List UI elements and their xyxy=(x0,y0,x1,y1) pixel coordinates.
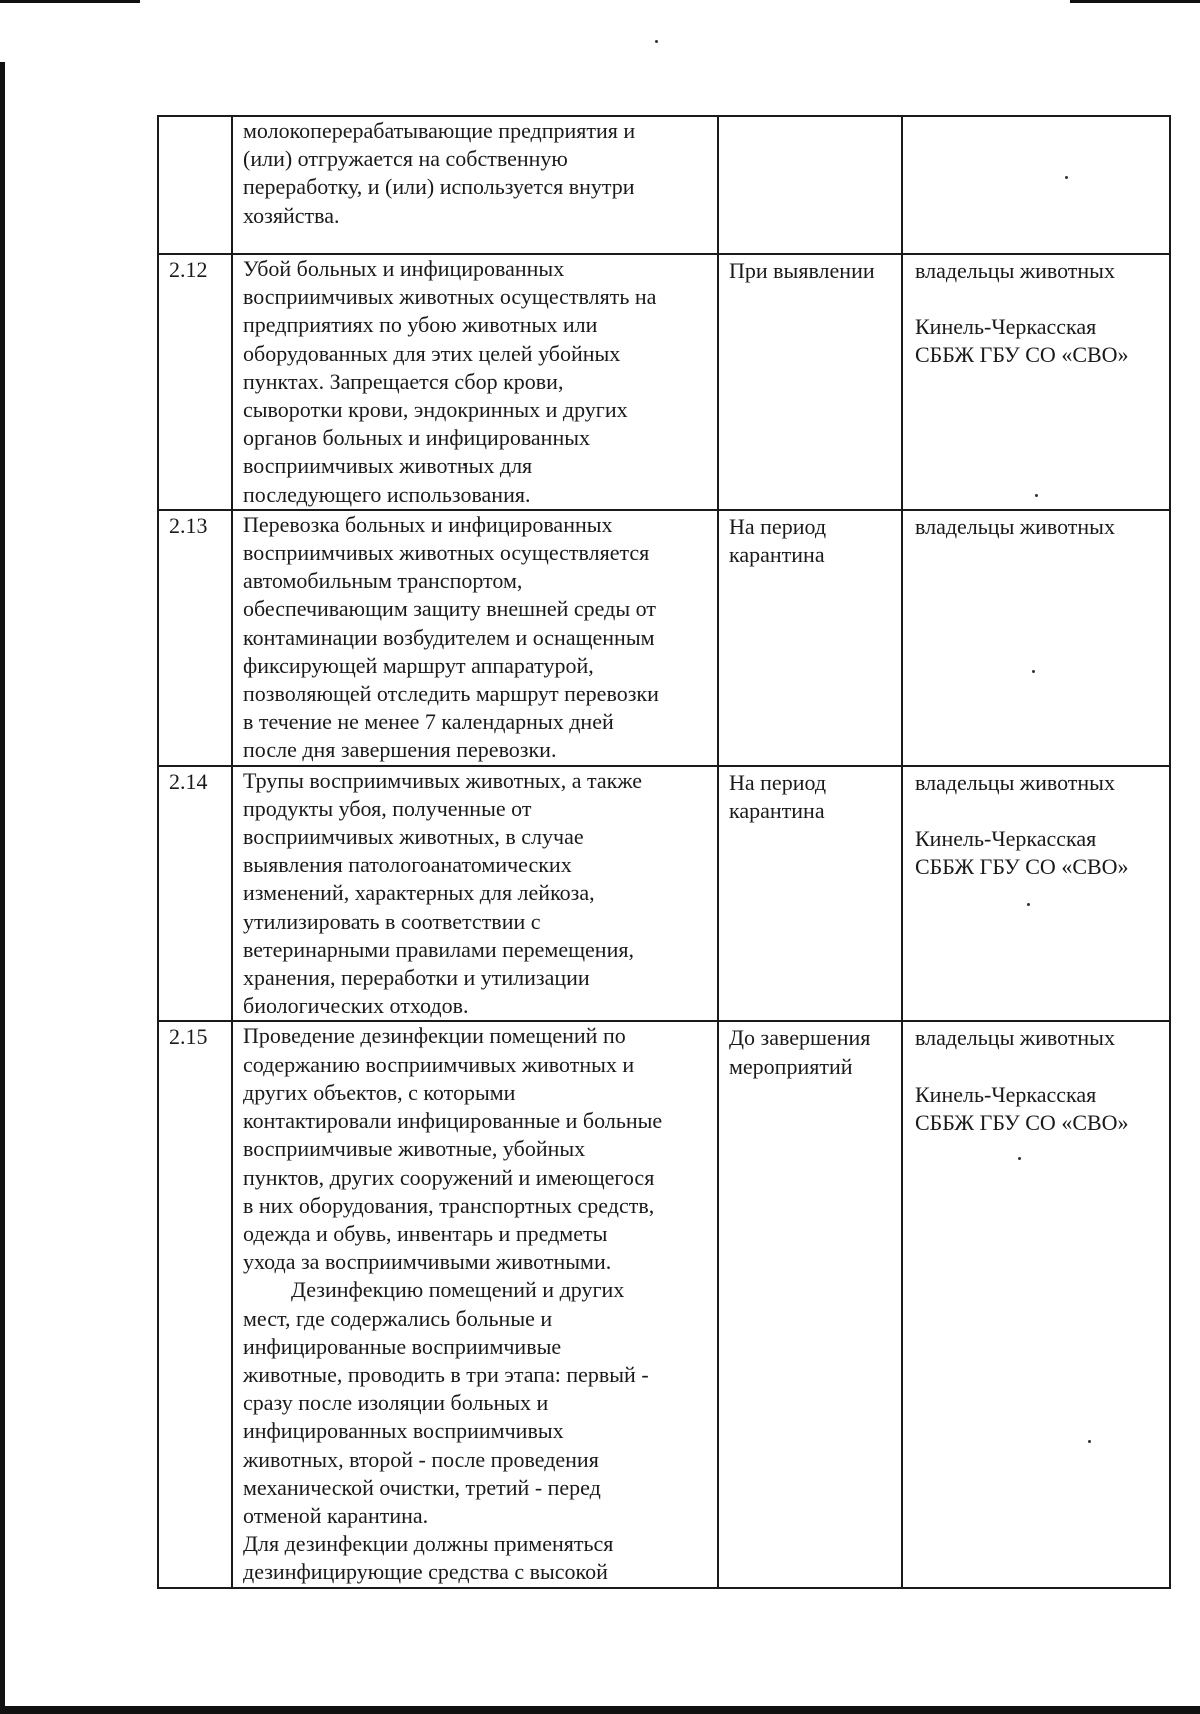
deadline-line: До завершения xyxy=(729,1025,871,1051)
text-line: восприимчивых животных осуществлять на xyxy=(243,284,657,310)
measure-text-cell xyxy=(232,116,718,254)
text-line: дезинфицирующие средства с высокой xyxy=(243,1559,608,1585)
text-line: восприимчивых животных для xyxy=(243,453,533,479)
row-number: 2.14 xyxy=(169,768,208,794)
measures-table xyxy=(157,115,1171,1589)
text-line: пунктов, других сооружений и имеющегося xyxy=(243,1164,655,1190)
text-line: животные, проводить в три этапа: первый - xyxy=(243,1361,649,1387)
responsible-line: СББЖ ГБУ СО «СВО» xyxy=(915,342,1129,368)
text-line: животных, второй - после проведения xyxy=(243,1446,599,1472)
table-row xyxy=(158,766,1170,1022)
deadline-cell xyxy=(718,510,902,766)
scan-edge-left xyxy=(0,62,5,1714)
scan-edge-bottom xyxy=(0,1706,1200,1714)
text-line: позволяющей отследить маршрут перевозки xyxy=(243,681,659,707)
measure-text-cell xyxy=(232,254,718,510)
deadline-line: На период xyxy=(729,769,827,795)
table-row xyxy=(158,1021,1170,1587)
row-number-cell xyxy=(158,766,232,1022)
text-line: других объектов, с которыми xyxy=(243,1079,516,1105)
text-line: молокоперерабатывающие предприятия и xyxy=(243,118,636,143)
text-line: хозяйства. xyxy=(243,202,340,228)
responsible-line: владельцы животных xyxy=(915,1025,1115,1051)
text-line: отменой карантина. xyxy=(243,1502,429,1528)
text-line: инфицированные восприимчивые xyxy=(243,1333,562,1359)
text-line: Перевозка больных и инфицированных xyxy=(243,511,613,537)
deadline-text xyxy=(719,255,901,285)
table-row xyxy=(158,116,1170,254)
text-line: переработку, и (или) используется внутри xyxy=(243,174,635,200)
text-line: Проведение дезинфекции помещений по xyxy=(243,1023,626,1049)
responsible-cell xyxy=(902,254,1170,510)
measure-text-cell xyxy=(232,766,718,1022)
text-line: восприимчивых животных, в случае xyxy=(243,824,584,850)
responsible-cell xyxy=(902,116,1170,254)
text-line: хранения, переработки и утилизации xyxy=(243,965,590,991)
row-number-cell xyxy=(158,254,232,510)
text-line: автомобильным транспортом, xyxy=(243,568,523,594)
scan-edge-top-gap xyxy=(140,0,1070,3)
text-line: предприятиях по убою животных или xyxy=(243,312,598,338)
text-line: Убой больных и инфицированных xyxy=(243,256,565,281)
text-line: содержанию восприимчивых животных и xyxy=(243,1051,635,1077)
deadline-text xyxy=(719,767,901,825)
responsible-cell xyxy=(902,510,1170,766)
responsible-line: владельцы животных xyxy=(915,769,1115,795)
responsible-cell xyxy=(902,766,1170,1022)
measure-text xyxy=(233,1022,717,1586)
scan-speck xyxy=(655,40,658,43)
measure-text xyxy=(233,511,717,765)
responsible-line: СББЖ ГБУ СО «СВО» xyxy=(915,1109,1129,1135)
table-row xyxy=(158,510,1170,766)
text-line: восприимчивых животных осуществляется xyxy=(243,540,650,566)
row-number-cell xyxy=(158,116,232,254)
row-number: 2.12 xyxy=(169,257,208,282)
measure-text-cell xyxy=(232,510,718,766)
text-line: в течение не менее 7 календарных дней xyxy=(243,709,614,735)
text-line: утилизировать в соответствии с xyxy=(243,908,541,934)
row-number-cell xyxy=(158,1021,232,1587)
deadline-cell xyxy=(718,116,902,254)
measure-text xyxy=(233,117,717,230)
responsible-spacer xyxy=(915,285,1165,313)
deadline-text xyxy=(719,511,901,569)
responsible-cell xyxy=(902,1021,1170,1587)
text-line: ухода за восприимчивыми животными. xyxy=(243,1249,612,1275)
deadline-line: карантина xyxy=(729,542,825,568)
text-line: (или) отгружается на собственную xyxy=(243,146,568,172)
text-line: изменений, характерных для лейкоза, xyxy=(243,880,595,906)
text-line: выявления патологоанатомических xyxy=(243,852,572,878)
table-row xyxy=(158,254,1170,510)
row-number: 2.13 xyxy=(169,512,208,538)
text-line: инфицированных восприимчивых xyxy=(243,1418,564,1444)
text-line: обеспечивающим защиту внешней среды от xyxy=(243,596,656,622)
text-line: биологических отходов. xyxy=(243,993,469,1019)
deadline-text xyxy=(719,1022,901,1080)
text-line: Трупы восприимчивых животных, а также xyxy=(243,767,643,793)
row-number: 2.15 xyxy=(169,1024,208,1050)
text-line: фиксирующей маршрут аппаратурой, xyxy=(243,652,594,678)
responsible-line: владельцы животных xyxy=(915,258,1115,283)
deadline-line: мероприятий xyxy=(729,1053,853,1079)
responsible-line: Кинель-Черкасская xyxy=(915,825,1097,851)
deadline-line: На период xyxy=(729,513,827,539)
responsible-line: владельцы животных xyxy=(915,513,1115,539)
text-line: Для дезинфекции должны применяться xyxy=(243,1531,614,1557)
deadline-cell xyxy=(718,254,902,510)
deadline-line: карантина xyxy=(729,797,825,823)
deadline-line: При выявлении xyxy=(729,258,875,283)
row-number xyxy=(159,117,231,118)
responsible-line: Кинель-Черкасская xyxy=(915,314,1097,340)
responsible-spacer xyxy=(915,797,1165,825)
responsible-spacer xyxy=(915,1053,1165,1081)
text-line: Дезинфекцию помещений и других xyxy=(291,1277,625,1303)
measure-text-cell xyxy=(232,1021,718,1587)
text-line: механической очистки, третий - перед xyxy=(243,1474,601,1500)
deadline-cell xyxy=(718,766,902,1022)
text-line: пунктах. Запрещается сбор крови, xyxy=(243,368,564,394)
text-line: ветеринарными правилами перемещения, xyxy=(243,936,634,962)
text-line: одежда и обувь, инвентарь и предметы xyxy=(243,1220,608,1246)
text-line: органов больных и инфицированных xyxy=(243,425,591,451)
text-line: в них оборудования, транспортных средств, xyxy=(243,1192,655,1218)
text-line: последующего использования. xyxy=(243,481,531,507)
responsible-text xyxy=(903,1022,1169,1137)
text-line: контаминации возбудителем и оснащенным xyxy=(243,624,655,650)
text-line: восприимчивые животные, убойных xyxy=(243,1136,586,1162)
text-line: сыворотки крови, эндокринных и других xyxy=(243,397,628,423)
text-line: продукты убоя, полученные от xyxy=(243,795,532,821)
responsible-text xyxy=(903,255,1169,370)
text-line: оборудованных для этих целей убойных xyxy=(243,340,621,366)
text-line: после дня завершения перевозки. xyxy=(243,737,557,763)
deadline-cell xyxy=(718,1021,902,1587)
measure-text xyxy=(233,767,717,1021)
responsible-text xyxy=(903,767,1169,882)
responsible-line: Кинель-Черкасская xyxy=(915,1081,1097,1107)
measure-text xyxy=(233,255,717,509)
responsible-text xyxy=(903,511,1169,541)
text-line: контактировали инфицированные и больные xyxy=(243,1108,663,1134)
text-line: сразу после изоляции больных и xyxy=(243,1390,549,1416)
row-number-cell xyxy=(158,510,232,766)
responsible-line: СББЖ ГБУ СО «СВО» xyxy=(915,854,1129,880)
text-line: мест, где содержались больные и xyxy=(243,1305,553,1331)
